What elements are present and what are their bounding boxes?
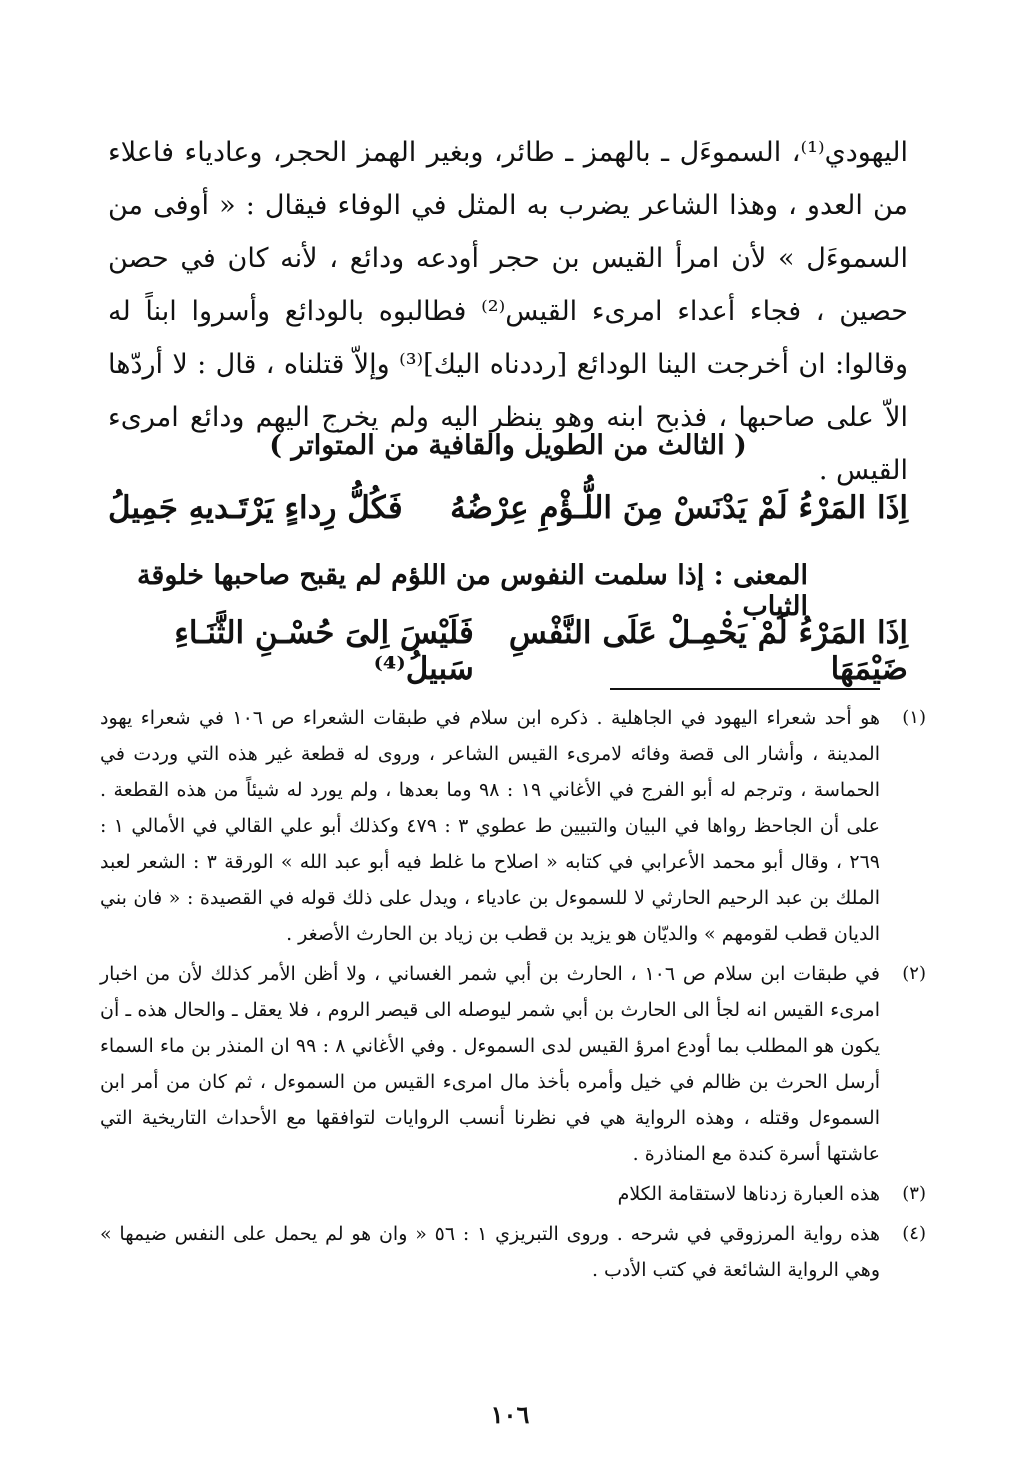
footnote-4 <box>100 1216 926 1288</box>
footnote-3 <box>100 1176 926 1212</box>
footnote-2 <box>100 956 926 1172</box>
footnote-text: هذه رواية المرزوقي في شرحه . وروى التبريزي ١ : ٥٦ « وان هو لم يحمل على النفس ضيمها » وهي الرواية الشائعة في كتب الأدب . <box>100 1223 880 1281</box>
body-paragraph: اليهودي⁽¹⁾، السموءَل ـ بالهمز ـ طائر، وبغير الهمز الحجر، وعادياء فاعلاء من العدو ، وهذا الشاعر يضرب به المثل في الوفاء فيقال : « أوفى من السموءَل » لأن امرأ القيس بن حجر أودعه ودائع ، لأنه كان في حصن حصين ، فجاء أعداء امرىء القيس⁽²⁾ فطالبوه بالودائع وأسروا ابناً له وقالوا: ان أخرجت الينا الودائع [رددناه اليك]⁽³⁾ وإلاّ قتلناه ، قال : لا أردّها الاّ على صاحبها ، فذبح ابنه وهو ينظر اليه ولم يخرج اليهم ودائع امرىء القيس . <box>108 137 908 486</box>
verse-1-first-hemistich: اِذَا المَرْءُ لَمْ يَدْنَسْ مِنَ اللُّـؤْمِ عِرْضُهُ <box>450 490 908 526</box>
footnote-text: في طبقات ابن سلام ص ١٠٦ ، الحارث بن أبي شمر الغساني ، ولا أظن الأمر كذلك لأن من اخبار امرىء القيس انه لجأ الى الحارث بن أبي شمر ليوصله الى قيصر الروم ، فلا يعقل ـ والحال هذه ـ أن يكون هو المطلب بما أودع امرؤ القيس لدى السموءل . وفي الأغاني ٨ : ٩٩ ان المنذر بن ماء السماء أرسل الحرث بن ظالم في خيل وأمره بأخذ مال امرىء القيس من السموءل ، ثم كان من أمر ابن السموءل وقتله ، وهذه الرواية هي في نظرنا أنسب الروايات لتوافقها مع الأحداث التاريخية التي عاشتها أسرة كندة مع المناذرة . <box>100 963 881 1165</box>
verse-2-first-hemistich: اِذَا المَرْءُ لَمْ يَحْمِـلْ عَلَى النَّفْسِ ضَيْمَهَا <box>508 615 908 687</box>
footnotes <box>100 700 926 1292</box>
page-number: ١٠٦ <box>490 1400 530 1429</box>
verse-1-second-hemistich: فَكُلُّ رِداءٍ يَرْتَـديهِ جَمِيلُ <box>108 490 403 526</box>
verse-2-second-hemistich: فَلَيْسَ اِلىَ حُسْـنِ الثَّنَـاءِ سَبيلُ⁽⁴⁾ <box>174 615 474 687</box>
footnote-divider <box>610 688 880 690</box>
verse-meaning: المعنى : إذا سلمت النفوس من اللؤم لم يقبح صاحبها خلوقة الثياب . <box>136 560 808 622</box>
footnote-text: هو أحد شعراء اليهود في الجاهلية . ذكره ابن سلام في طبقات الشعراء ص ١٠٦ في شعراء يهود المدينة ، وأشار الى قصة وفائه لامرىء القيس الشاعر ، وروى له قطعة غير هذه التي وردت في الحماسة ، وترجم له أبو الفرج في الأغاني ١٩ : ٩٨ وما بعدها ، ولم يورد له شيئاً من هذه القطعة . على أن الجاحظ رواها في البيان والتبيين ط عطوي ٣ : ٤٧٩ وكذلك أبو علي القالي في الأمالي ١ : ٢٦٩ ، وقال أبو محمد الأعرابي في كتابه « اصلاح ما غلط فيه أبو عبد الله » الورقة ٣ : الشعر لعبد الملك بن عبد الرحيم الحارثي لا للسموءل بن عادياء ، ويدل على ذلك قوله في القصيدة : « فان بني الديان قطب لقومهم » والديّان هو يزيد بن قطب بن زياد بن الحارث الأصغر . <box>100 707 880 945</box>
footnote-number: (١) <box>902 707 926 728</box>
footnote-number: (٣) <box>902 1183 926 1204</box>
section-heading: ( الثالث من الطويل والقافية من المتواتر ) <box>269 430 747 461</box>
verse-2 <box>108 615 908 687</box>
footnote-number: (٢) <box>902 963 926 984</box>
footnote-1 <box>100 700 926 952</box>
footnote-number: (٤) <box>902 1223 926 1244</box>
footnote-text: هذه العبارة زدناها لاستقامة الكلام <box>617 1183 880 1205</box>
verse-1 <box>108 490 908 526</box>
